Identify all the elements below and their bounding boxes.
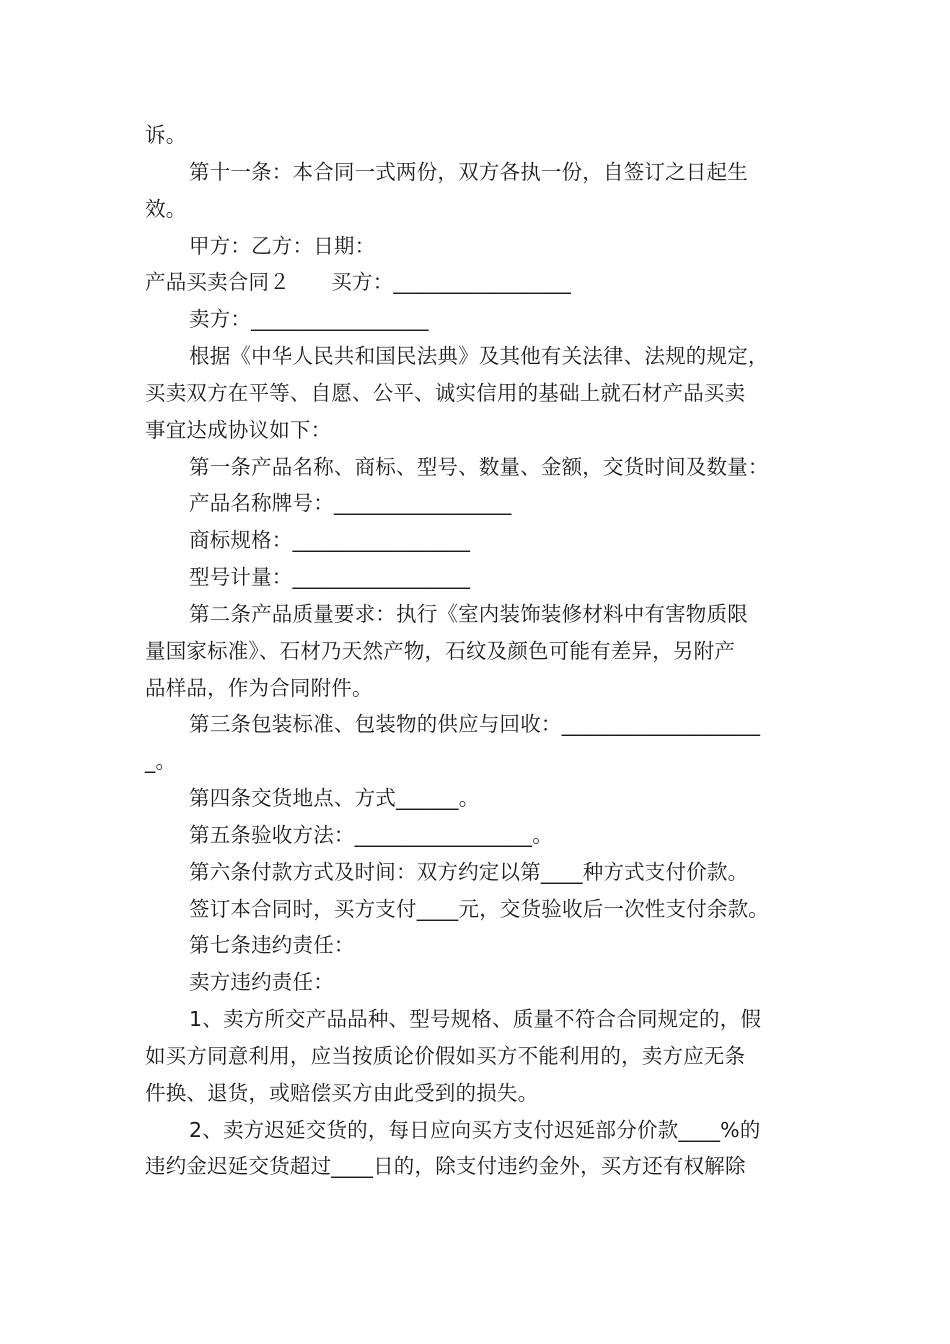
- text-line: 买卖双方在平等、自愿、公平、诚实信用的基础上就石材产品买卖: [145, 381, 746, 405]
- text-line: 第七条违约责任：: [189, 933, 355, 957]
- text-line: 卖方违约责任：: [189, 970, 334, 994]
- text-line: 签订本合同时，买方支付____元，交货验收后一次性支付余款。: [189, 897, 769, 921]
- text-line: 产品名称牌号：_________________: [189, 491, 512, 515]
- text-line: 第三条包装标准、包装物的供应与回收：___________________: [189, 712, 761, 736]
- text-line: _。: [145, 749, 177, 773]
- text-line: 第一条产品名称、商标、型号、数量、金额，交货时间及数量：: [189, 455, 769, 479]
- text-line: 商标规格：_________________: [189, 528, 471, 552]
- text-line: 件换、退货，或赔偿买方由此受到的损失。: [145, 1081, 539, 1105]
- text-line: 卖方：_________________: [189, 307, 429, 331]
- text-line: 第二条产品质量要求：执行《室内装饰装修材料中有害物质限: [189, 602, 748, 626]
- text-line: 第五条验收方法：_________________。: [189, 823, 553, 847]
- text-line: 如买方同意利用，应当按质论价假如买方不能利用的，卖方应无条: [145, 1044, 746, 1068]
- text-line: 1、卖方所交产品品种、型号规格、质量不符合合同规定的，假: [189, 1007, 762, 1031]
- text-line: 量国家标准》、石材乃天然产物，石纹及颜色可能有差异，另附产: [145, 639, 736, 663]
- text-line: 第四条交货地点、方式______。: [189, 786, 480, 810]
- text-line: 2、卖方迟延交货的，每日应向买方支付迟延部分价款____%的: [189, 1118, 761, 1142]
- text-line: 违约金迟延交货超过____日的，除支付违约金外，买方还有权解除: [145, 1154, 746, 1178]
- text-line: 诉。: [145, 123, 187, 147]
- text-line: 甲方：乙方：日期：: [189, 234, 376, 258]
- text-line: 第十一条：本合同一式两份，双方各执一份，自签订之日起生: [189, 160, 748, 184]
- text-line: 型号计量：_________________: [189, 565, 471, 589]
- text-line: 事宜达成协议如下：: [145, 418, 332, 442]
- text-line: 品样品，作为合同附件。: [145, 676, 373, 700]
- text-line: 效。: [145, 197, 187, 221]
- text-line: 产品买卖合同２ 买方：_________________: [145, 270, 572, 294]
- text-line: 根据《中华人民共和国民法典》及其他有关法律、法规的规定，: [189, 344, 769, 368]
- text-line: 第六条付款方式及时间：双方约定以第____种方式支付价款。: [189, 860, 749, 884]
